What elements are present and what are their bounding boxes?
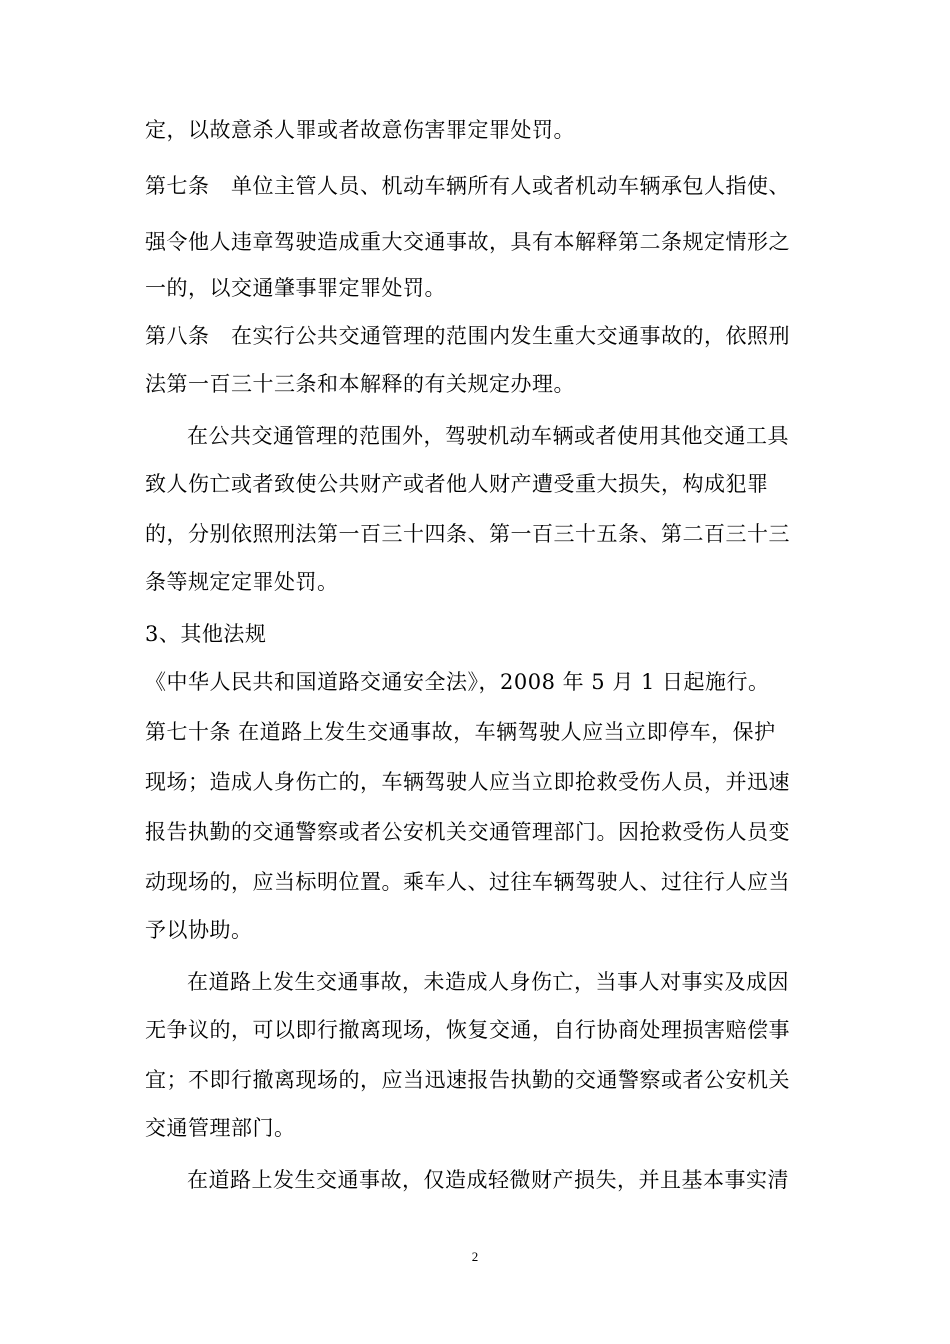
text-line: 予以协助。 (145, 918, 253, 942)
text-line: 法第一百三十三条和本解释的有关规定办理。 (145, 372, 575, 396)
text-line: 致人伤亡或者致使公共财产或者他人财产遭受重大损失，构成犯罪 (145, 472, 769, 496)
paragraph-start-line: 在道路上发生交通事故，仅造成轻微财产损失，并且基本事实清 (187, 1168, 789, 1192)
text-line: 动现场的，应当标明位置。乘车人、过往车辆驾驶人、过往行人应当 (145, 870, 790, 894)
article-70-heading-line: 第七十条 在道路上发生交通事故，车辆驾驶人应当立即停车，保护 (145, 720, 776, 744)
law-title-line: 《中华人民共和国道路交通安全法》，2008 年 5 月 1 日起施行。 (145, 670, 770, 694)
text-line: 的，分别依照刑法第一百三十四条、第一百三十五条、第二百三十三 (145, 522, 790, 546)
text-line: 一的，以交通肇事罪定罪处罚。 (145, 276, 446, 300)
text-line: 现场；造成人身伤亡的，车辆驾驶人应当立即抢救受伤人员，并迅速 (145, 770, 790, 794)
paragraph-start-line: 在道路上发生交通事故，未造成人身伤亡，当事人对事实及成因 (187, 970, 789, 994)
text-line: 宜；不即行撤离现场的，应当迅速报告执勤的交通警察或者公安机关 (145, 1068, 790, 1092)
text-line: 定，以故意杀人罪或者故意伤害罪定罪处罚。 (145, 118, 575, 142)
page-number: 2 (471, 1249, 479, 1264)
paragraph-start-line: 在公共交通管理的范围外，驾驶机动车辆或者使用其他交通工具 (187, 424, 789, 448)
text-line: 交通管理部门。 (145, 1116, 296, 1140)
article-7-heading-line: 第七条 单位主管人员、机动车辆所有人或者机动车辆承包人指使、 (145, 174, 790, 198)
section-heading: 3、其他法规 (145, 622, 267, 646)
text-line: 条等规定定罪处罚。 (145, 570, 339, 594)
text-line: 报告执勤的交通警察或者公安机关交通管理部门。因抢救受伤人员变 (145, 820, 790, 844)
text-line: 强令他人违章驾驶造成重大交通事故，具有本解释第二条规定情形之 (145, 230, 790, 254)
text-line: 无争议的，可以即行撤离现场，恢复交通，自行协商处理损害赔偿事 (145, 1018, 790, 1042)
article-8-heading-line: 第八条 在实行公共交通管理的范围内发生重大交通事故的，依照刑 (145, 324, 790, 348)
